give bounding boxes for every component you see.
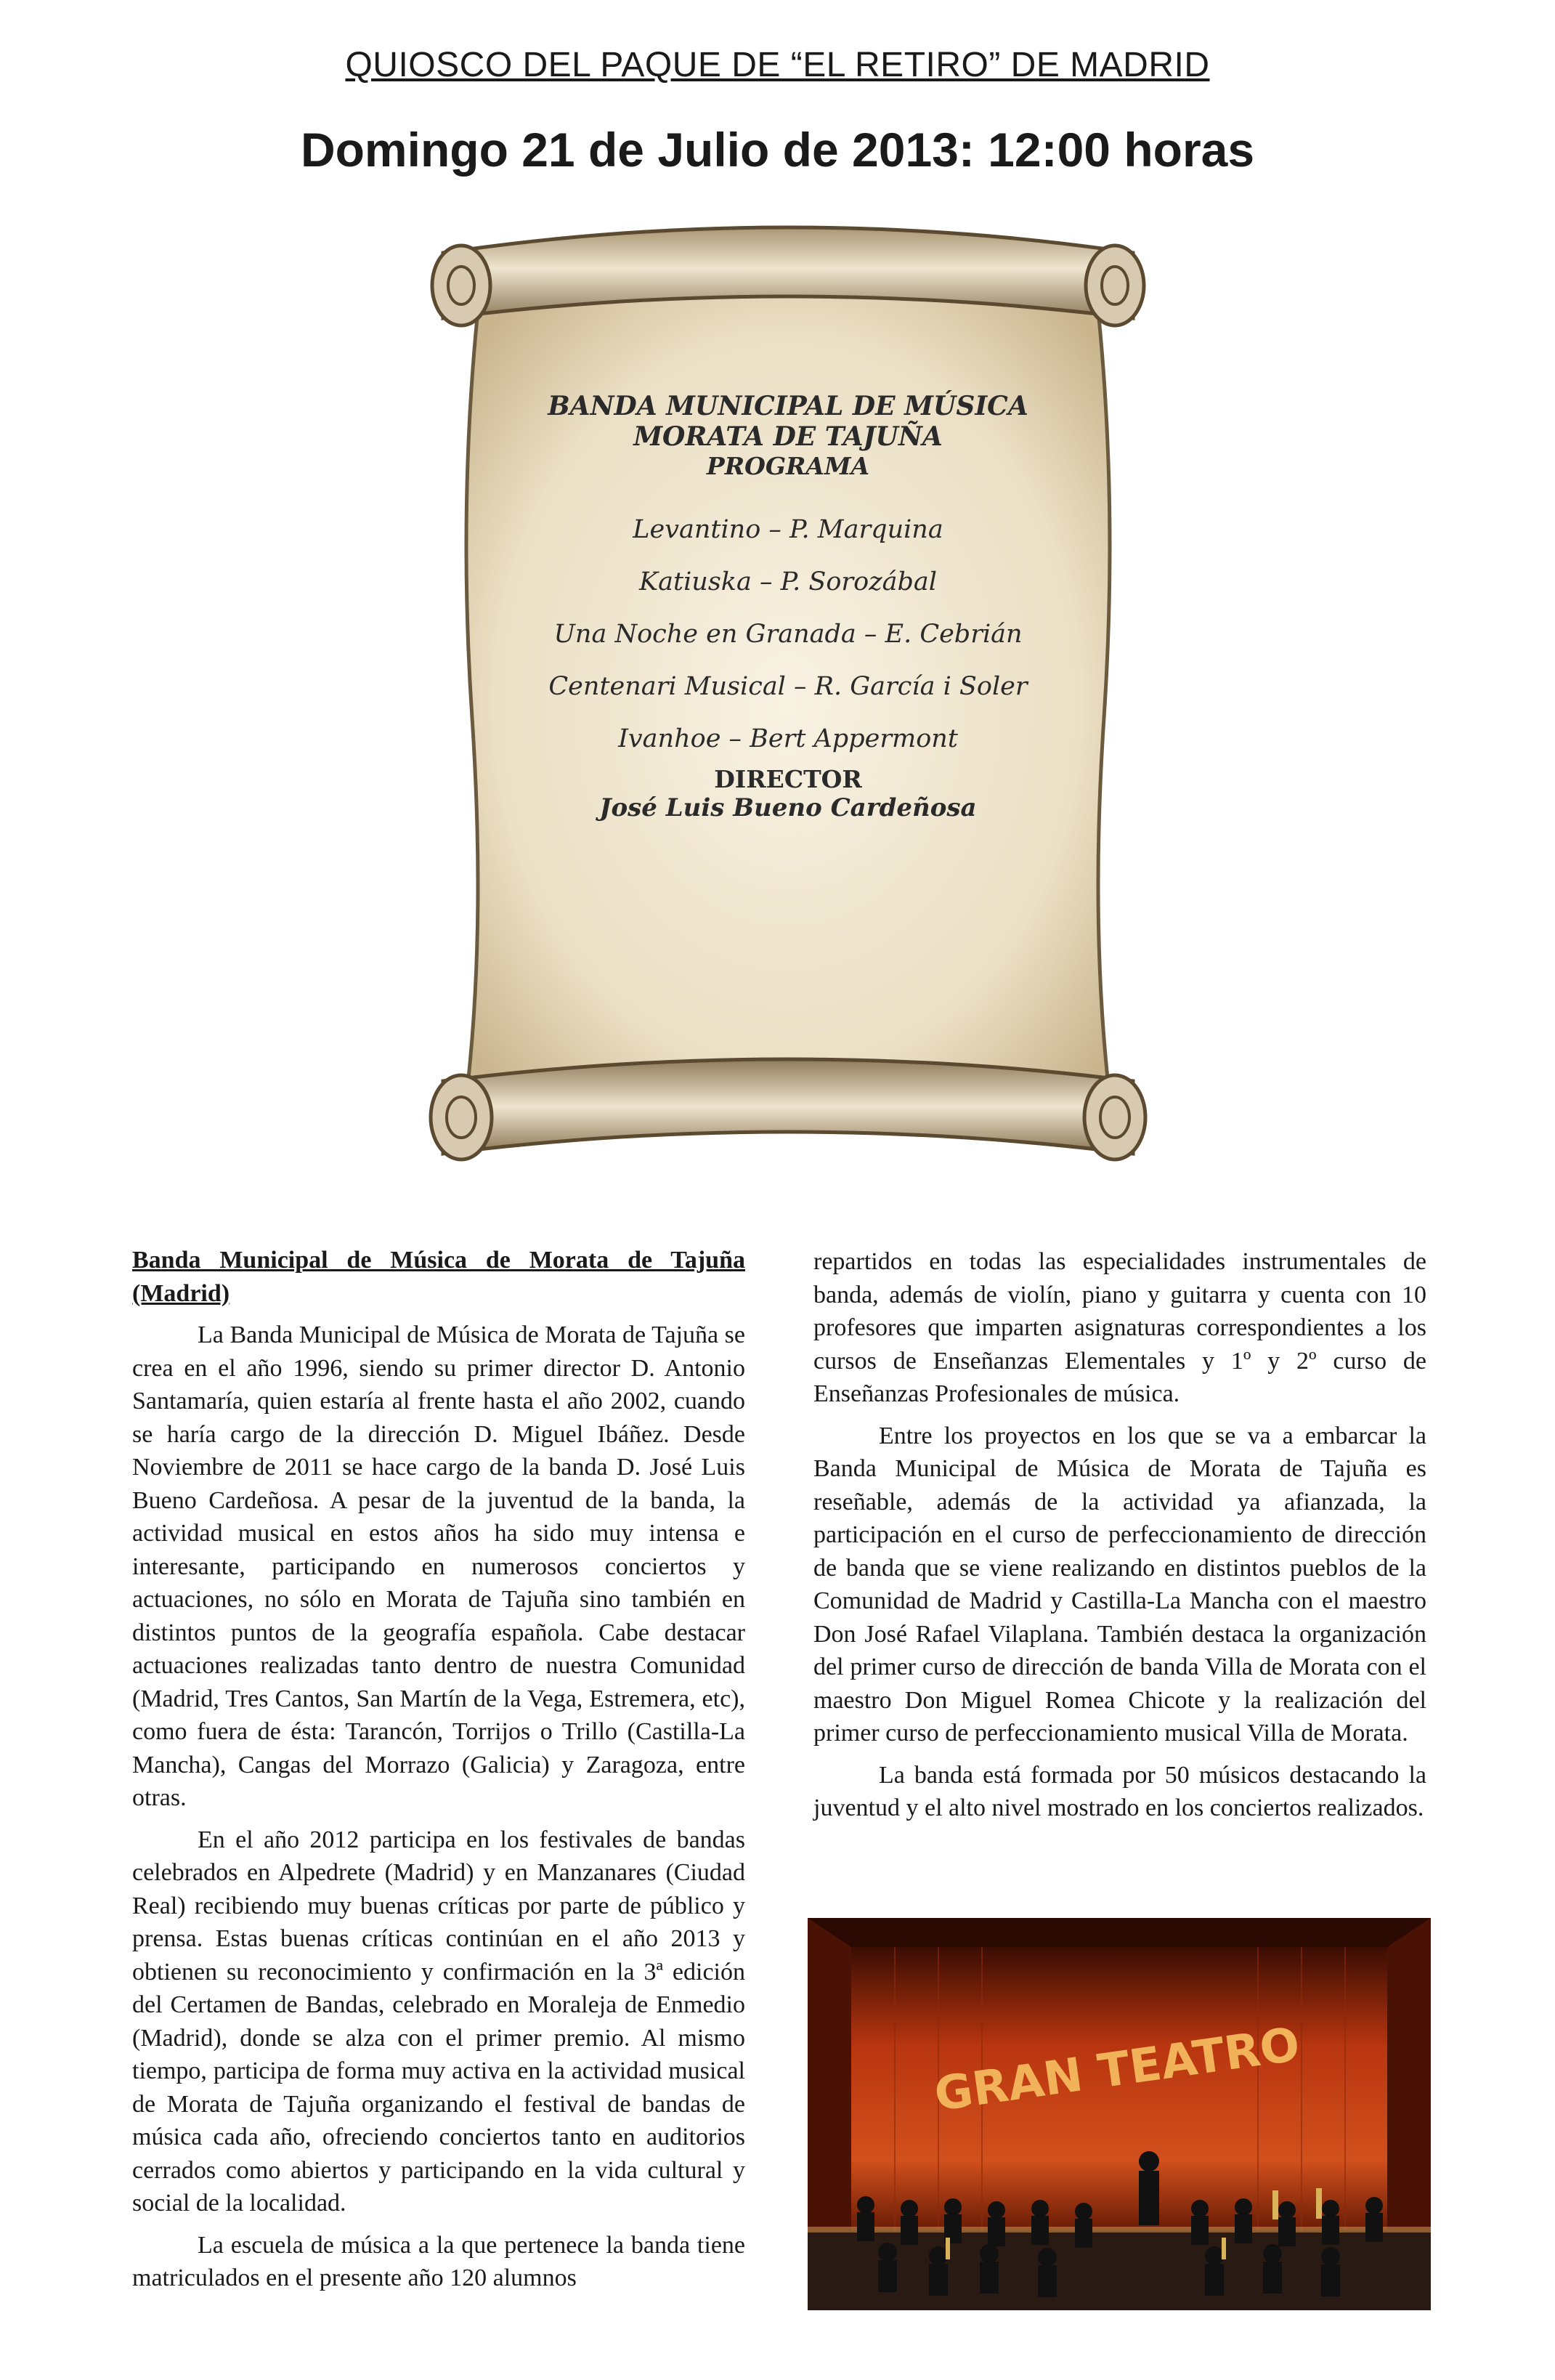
article-paragraph: La escuela de música a la que pertenece la banda tiene matriculados en el presente año 120 alumnos <box>132 2231 745 2291</box>
programa-item: Centenari Musical – R. García i Soler <box>548 672 1028 701</box>
programa-item: Una Noche en Granada – E. Cebrián <box>553 620 1023 649</box>
article-paragraph-continuation: repartidos en todas las especialidades instrumentales de banda, además de violín, piano y guitarra y cuenta con 10 profesores que imparten asignaturas correspondientes a los cursos de Enseñanzas Elementales y 1º y 2º curso de Enseñanzas Profesionales de música. <box>813 1248 1426 1407</box>
program-text <box>429 391 1148 822</box>
programa-heading: PROGRAMA <box>706 452 870 480</box>
article-right-column <box>813 1245 1426 1834</box>
band-name-line-1: BANDA MUNICIPAL DE MÚSICA <box>548 391 1028 421</box>
program-scroll <box>429 209 1148 1197</box>
article-paragraph: Entre los proyectos en los que se va a embarcar la Banda Municipal de Música de Morata de Tajuña es reseñable, además de la actividad ya afianzada, la participación en el curso de perfeccionamiento de dirección de banda que se viene realizando en distintos pueblos de la Comunidad de Madrid y Castilla-La Mancha con el maestro Don José Rafael Vilaplana. También destaca la organización del primer curso de dirección de banda Villa de Morata con el maestro Don Miguel Romea Chicote y la realización del primer curso de perfeccionamiento musical Villa de Morata. <box>813 1422 1426 1746</box>
programa-item: Ivanhoe – Bert Appermont <box>618 724 958 753</box>
article-paragraph: La Banda Municipal de Música de Morata de Tajuña se crea en el año 1996, siendo su primer director D. Antonio Santamaría, quien estaría al frente hasta el año 2002, cuando se haría cargo de la dirección D. Miguel Ibáñez. Desde Noviembre de 2011 se hace cargo de la banda D. José Luis Bueno Cardeñosa. A pesar de la juventud de la banda, la actividad musical en estos años ha sido muy intensa e interesante, participando en numerosos conciertos y actuaciones, no sólo en Morata de Tajuña sino también en distintos puntos de la geografía española. Cabe destacar actuaciones realizadas tanto dentro de nuestra Comunidad (Madrid, Tres Cantos, San Martín de la Vega, Estremera, etc), como fuera de ésta: Tarancón, Torrijos o Trillo (Castilla-La Mancha), Cangas del Morrazo (Galicia) y Zaragoza, entre otras. <box>132 1321 745 1811</box>
band-name-line-2: MORATA DE TAJUÑA <box>633 421 943 452</box>
gran-teatro-sign: GRAN TEATRO <box>931 2017 1303 2123</box>
article-paragraph: En el año 2012 participa en los festivales de bandas celebrados en Alpedrete (Madrid) y en Manzanares (Ciudad Real) recibiendo muy buenas críticas por parte de público y prensa. Estas buenas críticas continúan en el año 2013 y obtienen su reconocimiento y confirmación en la 3ª edición del Certamen de Bandas, celebrado en Moraleja de Enmedio (Madrid), donde se alza con el primer premio. Al mismo tiempo, participa de forma muy activa en la actividad musical de Morata de Tajuña organizando el festival de bandas de música cada año, ofreciendo conciertos tanto en auditorios cerrados como abiertos y participando en la vida cultural y social de la localidad. <box>132 1826 745 2217</box>
article-left-column <box>132 1244 745 2304</box>
programa-list <box>429 503 1148 765</box>
director-name: José Luis Bueno Cardeñosa <box>599 793 977 822</box>
venue-heading: QUIOSCO DEL PAQUE DE “EL RETIRO” DE MADRID <box>345 46 1210 84</box>
event-datetime: Domingo 21 de Julio de 2013: 12:00 horas <box>300 123 1255 177</box>
article-title: Banda Municipal de Música de Morata de Tajuña (Madrid) <box>132 1247 745 1307</box>
programa-item: Levantino – P. Marquina <box>633 515 943 544</box>
director-heading: DIRECTOR <box>714 765 862 793</box>
article-paragraph: La banda está formada por 50 músicos destacando la juventud y el alto nivel mostrado en los conciertos realizados. <box>813 1761 1426 1821</box>
programa-item: Katiuska – P. Sorozábal <box>639 567 937 596</box>
band-concert-photo <box>808 1918 1431 2310</box>
theater-stage-illustration <box>808 1918 1431 2310</box>
